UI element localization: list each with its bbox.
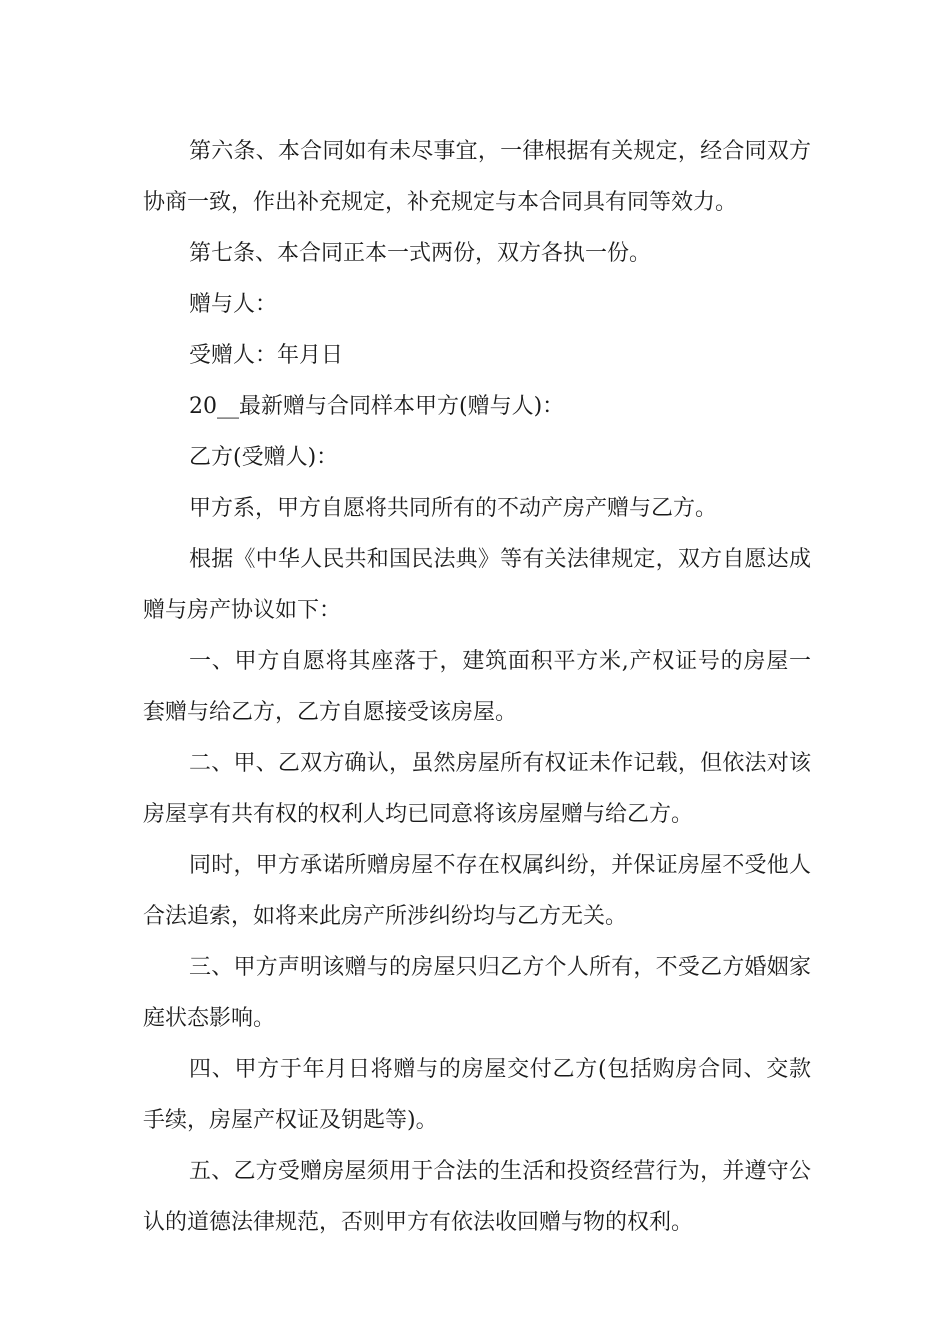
paragraph-clause-1: 一、甲方自愿将其座落于，建筑面积平方米,产权证号的房屋一套赠与给乙方，乙方自愿接受该房屋。: [143, 649, 811, 725]
paragraph-clause-5: 五、乙方受赠房屋须用于合法的生活和投资经营行为，并遵守公认的道德法律规范，否则甲方有依法收回赠与物的权利。: [143, 1159, 811, 1235]
paragraph-party-a-intent: 甲方系，甲方自愿将共同所有的不动产房产赠与乙方。: [189, 496, 718, 521]
paragraph-article-6: 第六条、本合同如有未尽事宜，一律根据有关规定，经合同双方协商一致，作出补充规定，补充规定与本合同具有同等效力。: [143, 139, 811, 215]
paragraph-article-7: 第七条、本合同正本一式两份，双方各执一份。: [189, 241, 652, 266]
paragraph-party-b: 乙方(受赠人)：: [189, 445, 339, 470]
paragraph-clause-3: 三、甲方声明该赠与的房屋只归乙方个人所有，不受乙方婚姻家庭状态影响。: [143, 955, 811, 1031]
paragraph-clause-4: 四、甲方于年月日将赠与的房屋交付乙方(包括购房合同、交款手续，房屋产权证及钥匙等)。: [143, 1057, 811, 1133]
paragraph-sample-title: 20__最新赠与合同样本甲方(赠与人)：: [189, 394, 565, 419]
paragraph-clause-2: 二、甲、乙双方确认，虽然房屋所有权证未作记载，但依法对该房屋享有共有权的权利人均已同意将该房屋赠与给乙方。: [143, 751, 811, 827]
paragraph-legal-basis: 根据《中华人民共和国民法典》等有关法律规定，双方自愿达成赠与房产协议如下：: [143, 547, 811, 623]
paragraph-donor: 赠与人：: [189, 292, 278, 317]
paragraph-recipient-date: 受赠人：年月日: [189, 343, 344, 368]
paragraph-clause-2-continued: 同时，甲方承诺所赠房屋不存在权属纠纷，并保证房屋不受他人合法追索，如将来此房产所涉纠纷均与乙方无关。: [143, 853, 811, 929]
document-body: [143, 126, 811, 1248]
